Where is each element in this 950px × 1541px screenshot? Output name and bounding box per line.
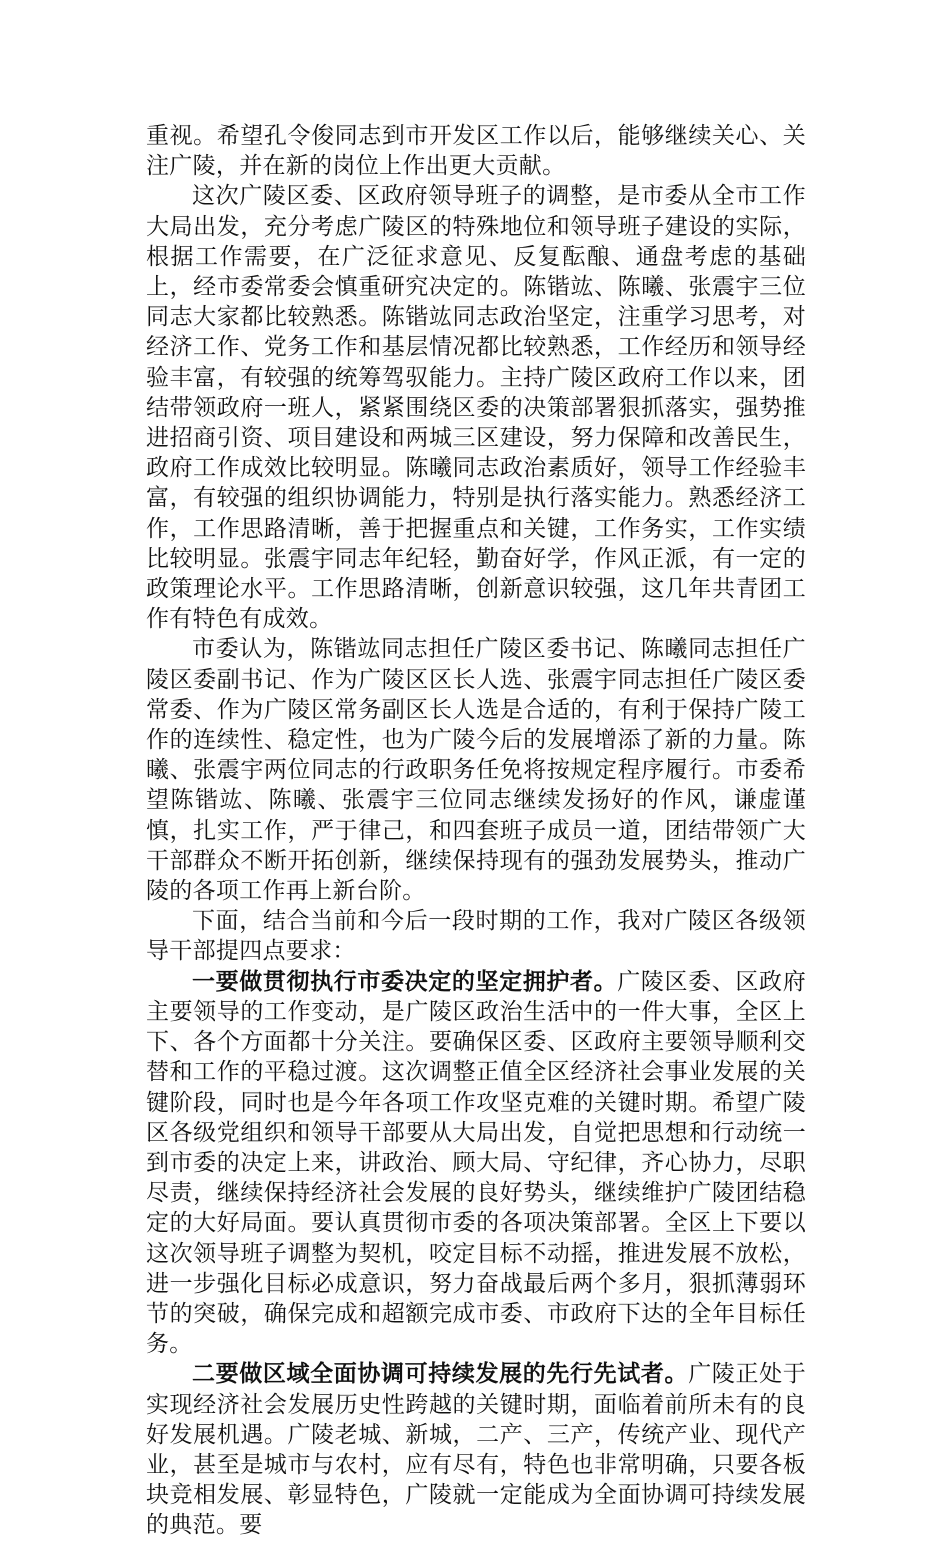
- requirement-1-heading: 一要做贯彻执行市委决定的坚定拥护者。: [192, 967, 618, 995]
- paragraph-5: [146, 967, 806, 1360]
- paragraph-6-text: 广陵正处于实现经济社会发展历史性跨越的关键时期，面临着前所未有的良好发展机遇。广陵老城、新城，二产、三产，传统产业、现代产业，甚至是城市与农村，应有尽有，特色也非常明确，只要各板块竞相发展、彰显特色，广陵就一定能成为全面协调可持续发展的典范。要: [146, 1361, 806, 1539]
- paragraph-2-text: 这次广陵区委、区政府领导班子的调整，是市委从全市工作大局出发，充分考虑广陵区的特殊地位和领导班子建设的实际，根据工作需要，在广泛征求意见、反复酝酿、通盘考虑的基础上，经市委常委会慎重研究决定的。陈锴竑、陈曦、张震宇三位同志大家都比较熟悉。陈锴竑同志政治坚定，注重学习思考，对经济工作、党务工作和基层情况都比较熟悉，工作经历和领导经验丰富，有较强的统筹驾驭能力。主持广陵区政府工作以来，团结带领政府一班人，紧紧围绕区委的决策部署狠抓落实，强势推进招商引资、项目建设和两城三区建设，努力保障和改善民生，政府工作成效比较明显。陈曦同志政治素质好，领导工作经验丰富，有较强的组织协调能力，特别是执行落实能力。熟悉经济工作，工作思路清晰，善于把握重点和关键，工作务实，工作实绩比较明显。张震宇同志年纪轻，勤奋好学，作风正派，有一定的政策理论水平。工作思路清晰，创新意识较强，这几年共青团工作有特色有成效。: [146, 183, 806, 633]
- paragraph-1: [146, 121, 806, 181]
- paragraph-5-text: 广陵区委、区政府主要领导的工作变动，是广陵区政治生活中的一件大事，全区上下、各个方面都十分关注。要确保区委、区政府主要领导顺利交替和工作的平稳过渡。这次调整正值全区经济社会事业发展的关键阶段，同时也是今年各项工作攻坚克难的关键时期。希望广陵区各级党组织和领导干部要从大局出发，自觉把思想和行动统一到市委的决定上来，讲政治、顾大局、守纪律，齐心协力，尽职尽责，继续保持经济社会发展的良好势头，继续维护广陵团结稳定的大好局面。要认真贯彻市委的各项决策部署。全区上下要以这次领导班子调整为契机，咬定目标不动摇，推进发展不放松，进一步强化目标必成意识，努力奋战最后两个多月，狠抓薄弱环节的突破，确保完成和超额完成市委、市政府下达的全年目标任务。: [146, 968, 806, 1358]
- paragraph-4-text: 下面，结合当前和今后一段时期的工作，我对广陵区各级领导干部提四点要求：: [146, 908, 806, 965]
- paragraph-3-text: 市委认为，陈锴竑同志担任广陵区委书记、陈曦同志担任广陵区委副书记、作为广陵区区长人选、张震宇同志担任广陵区委常委、作为广陵区常务副区长人选是合适的，有利于保持广陵工作的连续性、稳定性，也为广陵今后的发展增添了新的力量。陈曦、张震宇两位同志的行政职务任免将按规定程序履行。市委希望陈锴竑、陈曦、张震宇三位同志继续发扬好的作风，谦虚谨慎，扎实工作，严于律己，和四套班子成员一道，团结带领广大干部群众不断开拓创新，继续保持现有的强劲发展势头，推动广陵的各项工作再上新台阶。: [146, 636, 806, 905]
- paragraph-2: [146, 181, 806, 634]
- paragraph-1-text: 重视。希望孔令俊同志到市开发区工作以后，能够继续关心、关注广陵，并在新的岗位上作出更大贡献。: [146, 123, 806, 180]
- paragraph-6: [146, 1359, 806, 1540]
- requirement-2-heading: 二要做区域全面协调可持续发展的先行先试者。: [192, 1360, 689, 1388]
- paragraph-3: [146, 634, 806, 906]
- paragraph-4: [146, 906, 806, 966]
- document-body: [146, 121, 806, 1541]
